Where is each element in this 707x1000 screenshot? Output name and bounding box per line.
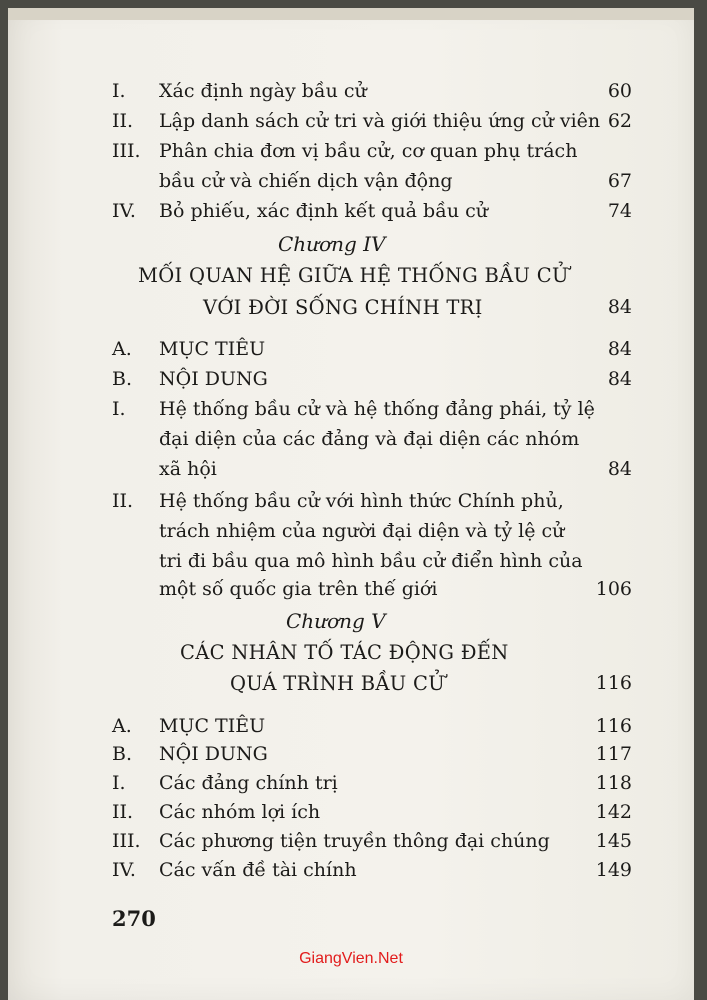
toc-row-number: IV. bbox=[112, 859, 136, 881]
toc-row-page: 84 bbox=[607, 338, 632, 360]
toc-row-page: 149 bbox=[595, 859, 632, 881]
chapter-title-line: CÁC NHÂN TỐ TÁC ĐỘNG ĐẾN bbox=[180, 641, 509, 664]
toc-row-page: 106 bbox=[595, 578, 632, 600]
toc-row-page: 142 bbox=[595, 801, 632, 823]
toc-row-title: Các đảng chính trị bbox=[159, 772, 338, 794]
page-number: 270 bbox=[112, 906, 156, 931]
toc-row-title: Phân chia đơn vị bầu cử, cơ quan phụ trách bbox=[159, 140, 578, 162]
toc-row-title: Hệ thống bầu cử với hình thức Chính phủ, bbox=[159, 490, 564, 512]
chapter-title-line: MỐI QUAN HỆ GIỮA HỆ THỐNG BẦU CỬ bbox=[138, 264, 569, 287]
toc-row-page: 74 bbox=[607, 200, 632, 222]
chapter-title-line: VỚI ĐỜI SỐNG CHÍNH TRỊ bbox=[203, 296, 483, 319]
watermark-text: GiangVien.Net bbox=[299, 950, 403, 967]
toc-row-title: một số quốc gia trên thế giới bbox=[159, 578, 438, 600]
chapter-page: 84 bbox=[607, 296, 632, 318]
toc-row-title: Các vấn đề tài chính bbox=[159, 859, 357, 881]
toc-row-title: bầu cử và chiến dịch vận động bbox=[159, 170, 453, 192]
toc-row-number: B. bbox=[112, 368, 133, 390]
toc-row-title: NỘI DUNG bbox=[159, 368, 268, 390]
book-page bbox=[8, 8, 694, 1000]
toc-row-number: I. bbox=[112, 80, 126, 102]
toc-row-number: II. bbox=[112, 490, 134, 512]
toc-row-title: tri đi bầu qua mô hình bầu cử điển hình của bbox=[159, 550, 583, 572]
toc-row-title: đại diện của các đảng và đại diện các nhóm bbox=[159, 428, 580, 450]
page-top-edge bbox=[8, 8, 694, 20]
toc-row-title: Hệ thống bầu cử và hệ thống đảng phái, tỷ lệ bbox=[159, 398, 595, 420]
toc-row-title: Xác định ngày bầu cử bbox=[159, 80, 367, 102]
chapter-page: 116 bbox=[595, 672, 632, 694]
toc-row-number: A. bbox=[112, 715, 132, 737]
toc-row-title: NỘI DUNG bbox=[159, 743, 268, 765]
toc-row-title: xã hội bbox=[159, 458, 217, 480]
toc-row-number: A. bbox=[112, 338, 132, 360]
toc-row-number: III. bbox=[112, 140, 141, 162]
toc-row-title: Các nhóm lợi ích bbox=[159, 801, 321, 823]
toc-row-page: 67 bbox=[607, 170, 632, 192]
toc-row-number: IV. bbox=[112, 200, 136, 222]
toc-row-title: MỤC TIÊU bbox=[159, 338, 266, 360]
chapter-title-line: QUÁ TRÌNH BẦU CỬ bbox=[230, 672, 445, 695]
toc-row-number: II. bbox=[112, 110, 134, 132]
toc-row-page: 118 bbox=[595, 772, 632, 794]
toc-row-page: 116 bbox=[595, 715, 632, 737]
toc-row-title: Các phương tiện truyền thông đại chúng bbox=[159, 830, 550, 852]
toc-row-title: trách nhiệm của người đại diện và tỷ lệ cử bbox=[159, 520, 565, 542]
toc-row-page: 117 bbox=[595, 743, 632, 765]
toc-row-number: B. bbox=[112, 743, 133, 765]
toc-row-title: MỤC TIÊU bbox=[159, 715, 266, 737]
toc-row-number: II. bbox=[112, 801, 134, 823]
toc-row-number: I. bbox=[112, 398, 126, 420]
toc-row-number: III. bbox=[112, 830, 141, 852]
toc-row-page: 84 bbox=[607, 368, 632, 390]
toc-row-number: I. bbox=[112, 772, 126, 794]
toc-row-page: 84 bbox=[607, 458, 632, 480]
toc-row-title: Lập danh sách cử tri và giới thiệu ứng cử viên bbox=[159, 110, 601, 132]
toc-row-page: 62 bbox=[607, 110, 632, 132]
toc-row-page: 60 bbox=[607, 80, 632, 102]
toc-row-page: 145 bbox=[595, 830, 632, 852]
chapter-label: Chương V bbox=[286, 609, 386, 633]
chapter-label: Chương IV bbox=[278, 232, 386, 256]
toc-row-title: Bỏ phiếu, xác định kết quả bầu cử bbox=[159, 200, 489, 222]
